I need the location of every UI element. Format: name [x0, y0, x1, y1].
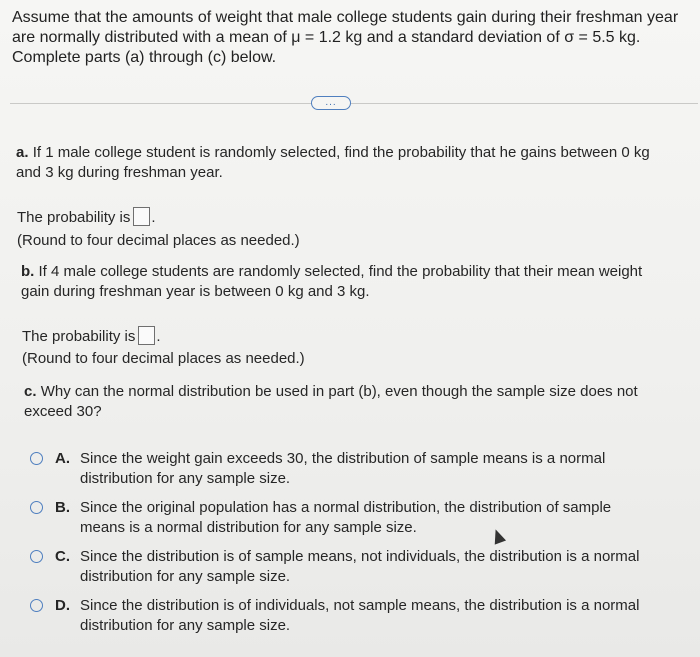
part-c-text-2: exceed 30?: [24, 403, 102, 420]
part-a-round-note: (Round to four decimal places as needed.): [17, 232, 300, 249]
option-b[interactable]: [30, 498, 670, 538]
option-c-line-2: distribution for any sample size.: [80, 568, 291, 585]
part-b-answer-line: [22, 326, 161, 347]
part-b-question: [21, 262, 691, 302]
option-b-letter: B.: [55, 499, 70, 516]
option-a[interactable]: [30, 449, 670, 489]
option-a-letter: A.: [55, 450, 70, 467]
option-d-line-1: Since the distribution is of individuals, not sample means, the distribution is a normal: [80, 597, 640, 614]
option-b-line-2: means is a normal distribution for any sample size.: [80, 519, 417, 536]
part-c-question: [24, 382, 689, 422]
option-a-text: [80, 449, 670, 489]
option-d[interactable]: [30, 596, 670, 636]
option-c-text: [80, 547, 670, 587]
option-d-line-2: distribution for any sample size.: [80, 617, 291, 634]
problem-line-3: Complete parts (a) through (c) below.: [12, 49, 277, 66]
option-d-letter: D.: [55, 597, 70, 614]
option-b-text: [80, 498, 670, 538]
part-a-label: a.: [16, 144, 29, 161]
option-a-line-2: distribution for any sample size.: [80, 470, 291, 487]
option-d-text: [80, 596, 670, 636]
part-b-answer-suffix: .: [156, 328, 161, 345]
part-c-label: c.: [24, 383, 37, 400]
option-c[interactable]: [30, 547, 670, 587]
part-a-text-1: If 1 male college student is randomly selected, find the probability that he gains between 0 kg: [32, 144, 650, 161]
part-a-question: [16, 143, 691, 183]
part-c-text-1: Why can the normal distribution be used in part (b), even though the sample size does not: [40, 383, 638, 400]
part-a-answer-input[interactable]: [133, 207, 150, 226]
part-b-round-note: (Round to four decimal places as needed.): [22, 350, 305, 367]
option-b-radio-icon[interactable]: [30, 501, 43, 514]
option-c-letter: C.: [55, 548, 70, 565]
part-b-answer-prefix: The probability is: [22, 328, 136, 345]
option-d-radio-icon[interactable]: [30, 599, 43, 612]
part-a-answer-prefix: The probability is: [17, 209, 131, 226]
problem-statement: [12, 8, 692, 68]
part-a-answer-line: [17, 207, 156, 228]
part-b-label: b.: [21, 263, 35, 280]
part-b-text-2: gain during freshman year is between 0 kg and 3 kg.: [21, 283, 370, 300]
option-c-radio-icon[interactable]: [30, 550, 43, 563]
problem-line-2: are normally distributed with a mean of μ = 1.2 kg and a standard deviation of σ = 5.5 kg.: [12, 29, 641, 46]
section-divider: [10, 103, 698, 104]
option-b-line-1: Since the original population has a normal distribution, the distribution of sample: [80, 499, 612, 516]
problem-line-1: Assume that the amounts of weight that male college students gain during their freshman year: [12, 9, 679, 26]
part-a-text-2: and 3 kg during freshman year.: [16, 164, 223, 181]
part-b-answer-input[interactable]: [138, 326, 155, 345]
expand-more-button[interactable]: ...: [311, 96, 351, 110]
option-c-line-1: Since the distribution is of sample means, not individuals, the distribution is a normal: [80, 548, 640, 565]
part-a-answer-suffix: .: [151, 209, 156, 226]
option-a-radio-icon[interactable]: [30, 452, 43, 465]
option-a-line-1: Since the weight gain exceeds 30, the distribution of sample means is a normal: [80, 450, 606, 467]
part-b-text-1: If 4 male college students are randomly selected, find the probability that their mean weight: [38, 263, 643, 280]
